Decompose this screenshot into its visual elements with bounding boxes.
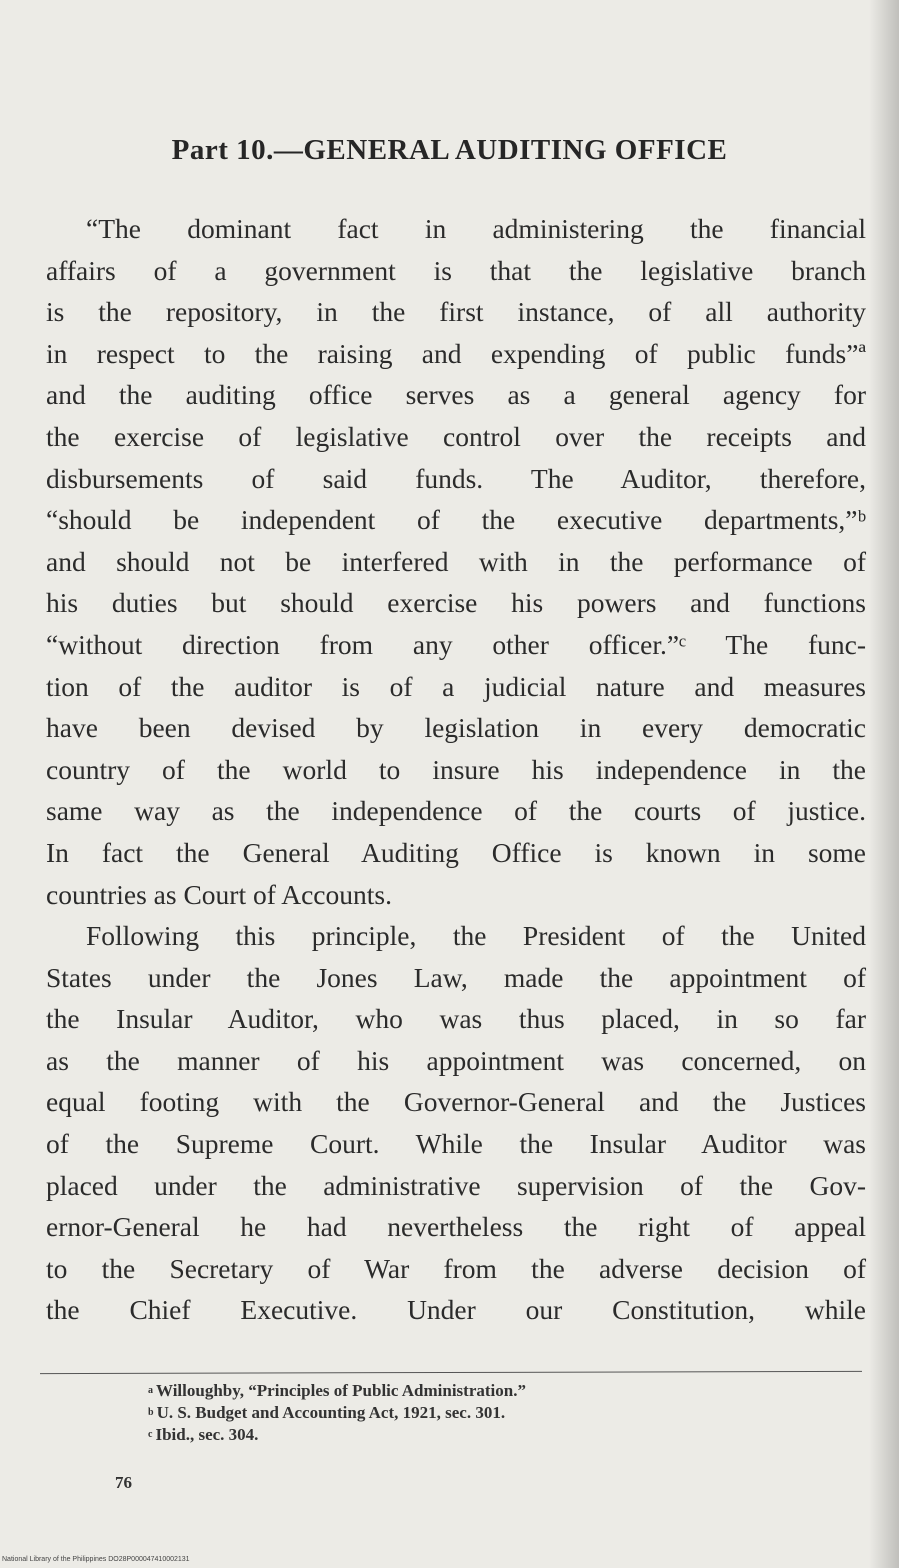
text-line: ernor-General he had nevertheless the right of appeal bbox=[46, 1211, 866, 1243]
text-line: in respect to the raising and expending of public funds”ª bbox=[46, 337, 866, 369]
text-line: Following this principle, the President of the United bbox=[86, 920, 866, 952]
section-heading: Part 10.—GENERAL AUDITING OFFICE bbox=[171, 134, 728, 166]
footnote-mark: b bbox=[148, 1407, 154, 1418]
text-line: is the repository, in the first instance, of all authority bbox=[46, 296, 866, 328]
text-line: as the manner of his appointment was concerned, on bbox=[46, 1044, 866, 1076]
paragraph-1 bbox=[46, 208, 866, 915]
body-text bbox=[46, 208, 866, 1331]
text-line: placed under the administrative supervision of the Gov- bbox=[46, 1169, 866, 1201]
text-line: countries as Court of Accounts. bbox=[46, 878, 392, 910]
footnote-a bbox=[148, 1380, 798, 1402]
footnote-divider bbox=[40, 1371, 862, 1374]
text-line: States under the Jones Law, made the appointment of bbox=[46, 961, 866, 993]
text-line: disbursements of said funds. The Auditor, therefore, bbox=[46, 462, 866, 494]
text-line: equal footing with the Governor-General and the Justices bbox=[46, 1086, 866, 1118]
footnotes bbox=[148, 1380, 798, 1446]
text-line: the Chief Executive. Under our Constitution, while bbox=[46, 1294, 866, 1326]
page-number: 76 bbox=[115, 1473, 132, 1492]
text-line: to the Secretary of War from the adverse decision of bbox=[46, 1252, 866, 1284]
text-line: the Insular Auditor, who was thus placed, in so far bbox=[46, 1003, 866, 1035]
footnote-mark: a bbox=[148, 1385, 153, 1396]
text-line: and should not be interfered with in the performance of bbox=[46, 545, 866, 577]
footnote-text: U. S. Budget and Accounting Act, 1921, sec. 301. bbox=[156, 1403, 506, 1422]
text-line: country of the world to insure his independence in the bbox=[46, 753, 866, 785]
footnote-b bbox=[148, 1402, 798, 1424]
text-line: In fact the General Auditing Office is known in some bbox=[46, 836, 866, 868]
footnote-text: Willoughby, “Principles of Public Administration.” bbox=[156, 1381, 526, 1400]
text-line: “without direction from any other officer.”ᶜ The func- bbox=[46, 628, 866, 660]
text-line: of the Supreme Court. While the Insular Auditor was bbox=[46, 1128, 866, 1160]
footnote-mark: c bbox=[148, 1429, 153, 1440]
text-line: “should be independent of the executive departments,”ᵇ bbox=[46, 504, 866, 536]
footnote-c bbox=[148, 1424, 798, 1446]
paragraph-2 bbox=[46, 915, 866, 1331]
text-line: same way as the independence of the courts of justice. bbox=[46, 795, 866, 827]
footnote-text: Ibid., sec. 304. bbox=[155, 1425, 259, 1444]
text-line: his duties but should exercise his powers and functions bbox=[46, 587, 866, 619]
page-edge-shadow bbox=[869, 0, 899, 1568]
text-line: and the auditing office serves as a general agency for bbox=[46, 379, 866, 411]
text-line: the exercise of legislative control over the receipts and bbox=[46, 420, 866, 452]
text-line: affairs of a government is that the legislative branch bbox=[46, 254, 866, 286]
text-line: have been devised by legislation in every democratic bbox=[46, 712, 866, 744]
text-line: “The dominant fact in administering the financial bbox=[86, 213, 866, 244]
text-line: tion of the auditor is of a judicial nature and measures bbox=[46, 670, 866, 702]
library-watermark: National Library of the Philippines DO28P000047410002131 bbox=[2, 1556, 190, 1563]
